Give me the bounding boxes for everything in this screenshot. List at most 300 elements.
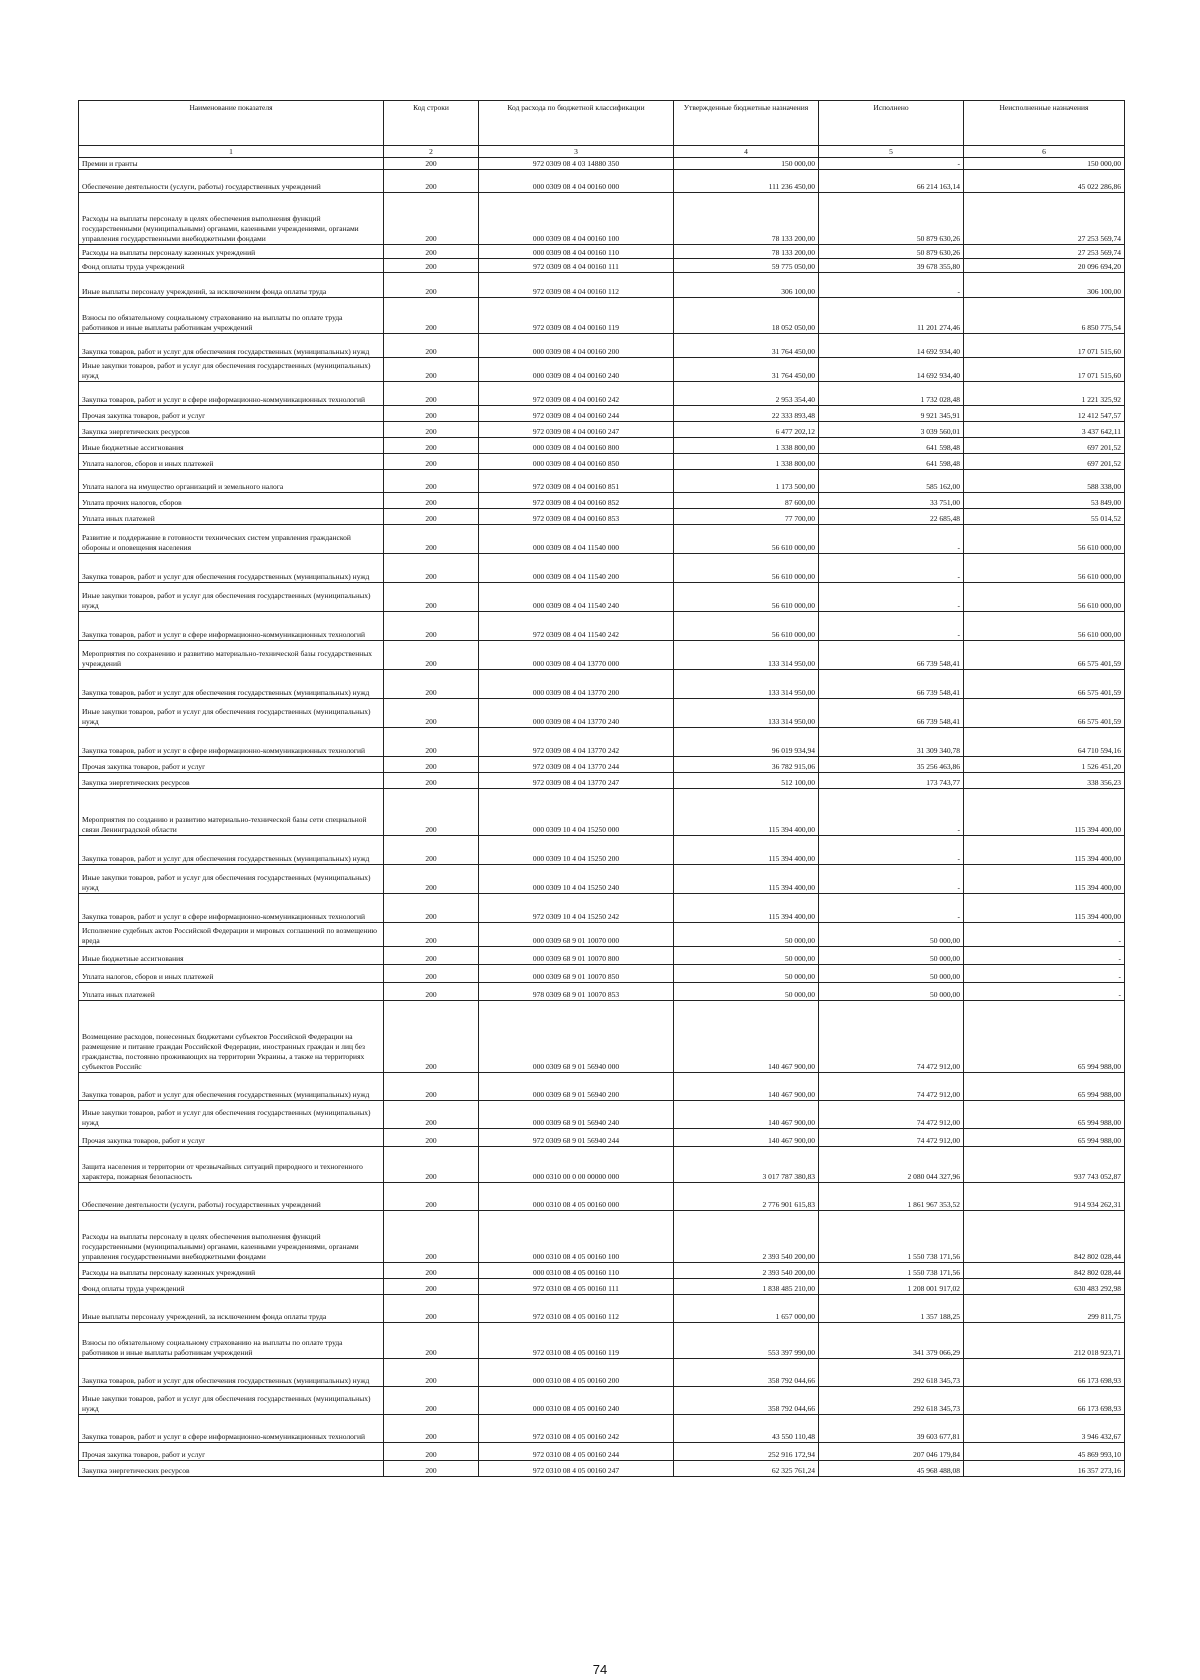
table-row — [79, 641, 1125, 670]
row-unexecuted-cell: 150 000,00 — [964, 158, 1125, 170]
table-row — [79, 158, 1125, 170]
row-name-cell: Расходы на выплаты персоналу в целях обеспечения выполнения функций государственными (муниципальными) органами, казенными учреждениями, органами управления государственными внебюджетными фондами — [79, 193, 384, 245]
row-unexecuted-cell: 299 811,75 — [964, 1295, 1125, 1323]
row-classification-code-cell: 000 0309 68 9 01 56940 240 — [479, 1101, 674, 1129]
row-line-code-cell: 200 — [384, 1295, 479, 1323]
row-executed-cell: 173 743,77 — [819, 773, 964, 789]
row-name-cell: Уплата налогов, сборов и иных платежей — [79, 965, 384, 983]
row-unexecuted-cell: 697 201,52 — [964, 438, 1125, 454]
row-executed-cell: 1 732 028,48 — [819, 382, 964, 406]
header-unexecuted: Неисполненные назначения — [964, 101, 1125, 146]
table-row — [79, 358, 1125, 382]
table-row — [79, 836, 1125, 865]
row-classification-code-cell: 000 0309 08 4 04 11540 240 — [479, 583, 674, 612]
row-approved-cell: 1 338 800,00 — [674, 454, 819, 470]
row-name-cell: Фонд оплаты труда учреждений — [79, 259, 384, 273]
row-name-cell: Закупка товаров, работ и услуг в сфере информационно-коммуникационных технологий — [79, 728, 384, 757]
row-name-cell: Расходы на выплаты персоналу казенных учреждений — [79, 245, 384, 259]
row-executed-cell: 74 472 912,00 — [819, 1101, 964, 1129]
row-line-code-cell: 200 — [384, 470, 479, 493]
row-name-cell: Иные закупки товаров, работ и услуг для обеспечения государственных (муниципальных) нужд — [79, 699, 384, 728]
table-row — [79, 583, 1125, 612]
row-classification-code-cell: 000 0309 68 9 01 56940 000 — [479, 1001, 674, 1073]
row-approved-cell: 2 776 901 615,83 — [674, 1183, 819, 1211]
table-row — [79, 865, 1125, 894]
row-name-cell: Прочая закупка товаров, работ и услуг — [79, 1129, 384, 1147]
table-row — [79, 757, 1125, 773]
row-classification-code-cell: 000 0309 10 4 04 15250 240 — [479, 865, 674, 894]
row-line-code-cell: 200 — [384, 259, 479, 273]
row-executed-cell: 50 879 630,26 — [819, 193, 964, 245]
row-classification-code-cell: 972 0309 08 4 04 13770 247 — [479, 773, 674, 789]
row-name-cell: Мероприятия по сохранению и развитию материально-технической базы государственных учреждений — [79, 641, 384, 670]
row-approved-cell: 150 000,00 — [674, 158, 819, 170]
row-name-cell: Уплата иных платежей — [79, 509, 384, 525]
row-name-cell: Иные закупки товаров, работ и услуг для обеспечения государственных (муниципальных) нужд — [79, 1387, 384, 1415]
row-classification-code-cell: 972 0309 08 4 04 13770 244 — [479, 757, 674, 773]
row-unexecuted-cell: 3 946 432,67 — [964, 1415, 1125, 1443]
row-unexecuted-cell: 937 743 052,87 — [964, 1147, 1125, 1183]
row-line-code-cell: 200 — [384, 1415, 479, 1443]
table-row — [79, 1101, 1125, 1129]
row-approved-cell: 2 953 354,40 — [674, 382, 819, 406]
row-executed-cell: 74 472 912,00 — [819, 1001, 964, 1073]
row-line-code-cell: 200 — [384, 358, 479, 382]
row-executed-cell: 74 472 912,00 — [819, 1073, 964, 1101]
column-number: 6 — [964, 146, 1125, 158]
column-number: 4 — [674, 146, 819, 158]
row-approved-cell: 87 600,00 — [674, 493, 819, 509]
table-row — [79, 670, 1125, 699]
row-name-cell: Взносы по обязательному социальному страхованию на выплаты по оплате труда работников и иные выплаты работникам учреждений — [79, 298, 384, 334]
row-line-code-cell: 200 — [384, 1183, 479, 1211]
row-unexecuted-cell: 1 526 451,20 — [964, 757, 1125, 773]
row-approved-cell: 115 394 400,00 — [674, 789, 819, 836]
row-name-cell: Обеспечение деятельности (услуги, работы) государственных учреждений — [79, 170, 384, 193]
row-name-cell: Уплата налога на имущество организаций и земельного налога — [79, 470, 384, 493]
row-executed-cell: 1 357 188,25 — [819, 1295, 964, 1323]
table-row — [79, 525, 1125, 554]
table-row — [79, 334, 1125, 358]
row-executed-cell: 45 968 488,08 — [819, 1461, 964, 1477]
row-name-cell: Закупка энергетических ресурсов — [79, 1461, 384, 1477]
row-unexecuted-cell: - — [964, 947, 1125, 965]
table-row — [79, 1129, 1125, 1147]
row-executed-cell: 39 603 677,81 — [819, 1415, 964, 1443]
row-unexecuted-cell: 56 610 000,00 — [964, 554, 1125, 583]
row-executed-cell: - — [819, 525, 964, 554]
table-row — [79, 1279, 1125, 1295]
table-row — [79, 454, 1125, 470]
row-executed-cell: 14 692 934,40 — [819, 334, 964, 358]
row-classification-code-cell: 000 0309 08 4 04 00160 000 — [479, 170, 674, 193]
row-unexecuted-cell: 45 022 286,86 — [964, 170, 1125, 193]
row-classification-code-cell: 000 0309 68 9 01 10070 000 — [479, 923, 674, 947]
row-executed-cell: 3 039 560,01 — [819, 422, 964, 438]
header-line-code: Код строки — [384, 101, 479, 146]
row-classification-code-cell: 000 0309 08 4 04 11540 200 — [479, 554, 674, 583]
table-row — [79, 193, 1125, 245]
row-unexecuted-cell: 842 802 028,44 — [964, 1263, 1125, 1279]
row-classification-code-cell: 000 0309 08 4 04 13770 000 — [479, 641, 674, 670]
row-unexecuted-cell: 115 394 400,00 — [964, 894, 1125, 923]
row-approved-cell: 43 550 110,48 — [674, 1415, 819, 1443]
row-classification-code-cell: 978 0309 68 9 01 10070 853 — [479, 983, 674, 1001]
row-line-code-cell: 200 — [384, 1279, 479, 1295]
row-classification-code-cell: 000 0309 68 9 01 10070 850 — [479, 965, 674, 983]
row-name-cell: Премии и гранты — [79, 158, 384, 170]
row-approved-cell: 56 610 000,00 — [674, 525, 819, 554]
row-unexecuted-cell: 6 850 775,54 — [964, 298, 1125, 334]
row-name-cell: Закупка товаров, работ и услуг для обеспечения государственных (муниципальных) нужд — [79, 836, 384, 865]
row-classification-code-cell: 972 0309 08 4 04 00160 247 — [479, 422, 674, 438]
row-unexecuted-cell: 56 610 000,00 — [964, 612, 1125, 641]
column-number: 1 — [79, 146, 384, 158]
budget-execution-table — [78, 100, 1125, 1477]
column-number-row — [79, 146, 1125, 158]
table-row — [79, 773, 1125, 789]
row-name-cell: Закупка товаров, работ и услуг в сфере информационно-коммуникационных технологий — [79, 382, 384, 406]
table-row — [79, 1183, 1125, 1211]
row-approved-cell: 306 100,00 — [674, 273, 819, 298]
row-name-cell: Закупка товаров, работ и услуг для обеспечения государственных (муниципальных) нужд — [79, 554, 384, 583]
row-unexecuted-cell: - — [964, 965, 1125, 983]
row-classification-code-cell: 000 0309 08 4 04 00160 100 — [479, 193, 674, 245]
row-unexecuted-cell: 45 869 993,10 — [964, 1443, 1125, 1461]
row-name-cell: Фонд оплаты труда учреждений — [79, 1279, 384, 1295]
row-name-cell: Закупка товаров, работ и услуг для обеспечения государственных (муниципальных) нужд — [79, 1359, 384, 1387]
table-row — [79, 1211, 1125, 1263]
row-executed-cell: - — [819, 865, 964, 894]
row-unexecuted-cell: 338 356,23 — [964, 773, 1125, 789]
row-line-code-cell: 200 — [384, 947, 479, 965]
row-line-code-cell: 200 — [384, 1073, 479, 1101]
row-name-cell: Закупка товаров, работ и услуг для обеспечения государственных (муниципальных) нужд — [79, 1073, 384, 1101]
table-row — [79, 1147, 1125, 1183]
row-line-code-cell: 200 — [384, 273, 479, 298]
row-name-cell: Прочая закупка товаров, работ и услуг — [79, 1443, 384, 1461]
row-classification-code-cell: 000 0309 68 9 01 56940 200 — [479, 1073, 674, 1101]
row-unexecuted-cell: 914 934 262,31 — [964, 1183, 1125, 1211]
row-name-cell: Закупка товаров, работ и услуг в сфере информационно-коммуникационных технологий — [79, 1415, 384, 1443]
row-classification-code-cell: 972 0310 08 4 05 00160 244 — [479, 1443, 674, 1461]
row-classification-code-cell: 972 0309 68 9 01 56940 244 — [479, 1129, 674, 1147]
row-line-code-cell: 200 — [384, 245, 479, 259]
row-name-cell: Иные закупки товаров, работ и услуг для обеспечения государственных (муниципальных) нужд — [79, 1101, 384, 1129]
row-executed-cell: - — [819, 583, 964, 612]
row-approved-cell: 111 236 450,00 — [674, 170, 819, 193]
row-approved-cell: 50 000,00 — [674, 923, 819, 947]
row-approved-cell: 140 467 900,00 — [674, 1101, 819, 1129]
table-header-row — [79, 101, 1125, 146]
row-classification-code-cell: 000 0309 08 4 04 00160 240 — [479, 358, 674, 382]
row-name-cell: Прочая закупка товаров, работ и услуг — [79, 406, 384, 422]
row-approved-cell: 252 916 172,94 — [674, 1443, 819, 1461]
row-approved-cell: 1 338 800,00 — [674, 438, 819, 454]
header-budget-classification-code: Код расхода по бюджетной классификации — [479, 101, 674, 146]
row-approved-cell: 31 764 450,00 — [674, 358, 819, 382]
row-approved-cell: 140 467 900,00 — [674, 1073, 819, 1101]
row-line-code-cell: 200 — [384, 894, 479, 923]
row-classification-code-cell: 972 0310 08 4 05 00160 119 — [479, 1323, 674, 1359]
row-classification-code-cell: 972 0310 08 4 05 00160 247 — [479, 1461, 674, 1477]
row-name-cell: Мероприятия по созданию и развитию материально-технической базы сети специальной связи Ленинградской области — [79, 789, 384, 836]
row-classification-code-cell: 972 0309 08 4 04 00160 242 — [479, 382, 674, 406]
row-executed-cell: 74 472 912,00 — [819, 1129, 964, 1147]
row-approved-cell: 133 314 950,00 — [674, 670, 819, 699]
row-classification-code-cell: 000 0309 68 9 01 10070 800 — [479, 947, 674, 965]
page-number: 74 — [592, 1662, 608, 1677]
header-executed: Исполнено — [819, 101, 964, 146]
row-executed-cell: 641 598,48 — [819, 438, 964, 454]
row-classification-code-cell: 000 0309 08 4 04 00160 850 — [479, 454, 674, 470]
row-classification-code-cell: 972 0309 08 4 04 00160 851 — [479, 470, 674, 493]
row-executed-cell: 292 618 345,73 — [819, 1387, 964, 1415]
row-classification-code-cell: 000 0309 08 4 04 13770 240 — [479, 699, 674, 728]
row-line-code-cell: 200 — [384, 699, 479, 728]
row-executed-cell: - — [819, 554, 964, 583]
table-row — [79, 789, 1125, 836]
row-name-cell: Иные бюджетные ассигнования — [79, 438, 384, 454]
row-unexecuted-cell: 306 100,00 — [964, 273, 1125, 298]
row-unexecuted-cell: 27 253 569,74 — [964, 245, 1125, 259]
row-line-code-cell: 200 — [384, 641, 479, 670]
row-classification-code-cell: 000 0310 08 4 05 00160 100 — [479, 1211, 674, 1263]
row-line-code-cell: 200 — [384, 983, 479, 1001]
row-approved-cell: 22 333 893,48 — [674, 406, 819, 422]
table-row — [79, 382, 1125, 406]
row-classification-code-cell: 000 0310 08 4 05 00160 000 — [479, 1183, 674, 1211]
row-approved-cell: 96 019 934,94 — [674, 728, 819, 757]
row-executed-cell: 22 685,48 — [819, 509, 964, 525]
row-name-cell: Иные выплаты персоналу учреждений, за исключением фонда оплаты труда — [79, 273, 384, 298]
row-approved-cell: 358 792 044,66 — [674, 1359, 819, 1387]
row-classification-code-cell: 000 0310 08 4 05 00160 110 — [479, 1263, 674, 1279]
row-unexecuted-cell: 115 394 400,00 — [964, 865, 1125, 894]
row-classification-code-cell: 000 0309 08 4 04 00160 110 — [479, 245, 674, 259]
row-executed-cell: 1 861 967 353,52 — [819, 1183, 964, 1211]
row-approved-cell: 56 610 000,00 — [674, 583, 819, 612]
row-approved-cell: 62 325 761,24 — [674, 1461, 819, 1477]
row-approved-cell: 56 610 000,00 — [674, 612, 819, 641]
row-executed-cell: 9 921 345,91 — [819, 406, 964, 422]
row-name-cell: Закупка энергетических ресурсов — [79, 422, 384, 438]
row-executed-cell: 1 208 001 917,02 — [819, 1279, 964, 1295]
row-classification-code-cell: 000 0309 08 4 04 00160 200 — [479, 334, 674, 358]
row-classification-code-cell: 972 0309 08 4 04 00160 244 — [479, 406, 674, 422]
row-classification-code-cell: 000 0310 00 0 00 00000 000 — [479, 1147, 674, 1183]
row-approved-cell: 2 393 540 200,00 — [674, 1263, 819, 1279]
row-approved-cell: 115 394 400,00 — [674, 836, 819, 865]
row-executed-cell: 292 618 345,73 — [819, 1359, 964, 1387]
row-line-code-cell: 200 — [384, 525, 479, 554]
row-line-code-cell: 200 — [384, 193, 479, 245]
row-line-code-cell: 200 — [384, 670, 479, 699]
row-name-cell: Закупка товаров, работ и услуг в сфере информационно-коммуникационных технологий — [79, 612, 384, 641]
row-approved-cell: 18 052 050,00 — [674, 298, 819, 334]
row-line-code-cell: 200 — [384, 406, 479, 422]
column-number: 5 — [819, 146, 964, 158]
row-executed-cell: 66 214 163,14 — [819, 170, 964, 193]
row-approved-cell: 77 700,00 — [674, 509, 819, 525]
table-row — [79, 259, 1125, 273]
row-line-code-cell: 200 — [384, 382, 479, 406]
row-classification-code-cell: 972 0309 08 4 04 11540 242 — [479, 612, 674, 641]
row-line-code-cell: 200 — [384, 334, 479, 358]
row-line-code-cell: 200 — [384, 965, 479, 983]
table-row — [79, 1359, 1125, 1387]
row-line-code-cell: 200 — [384, 170, 479, 193]
row-classification-code-cell: 000 0309 08 4 04 00160 800 — [479, 438, 674, 454]
row-line-code-cell: 200 — [384, 1211, 479, 1263]
row-name-cell: Иные закупки товаров, работ и услуг для обеспечения государственных (муниципальных) нужд — [79, 865, 384, 894]
row-approved-cell: 50 000,00 — [674, 983, 819, 1001]
row-unexecuted-cell: - — [964, 983, 1125, 1001]
row-name-cell: Расходы на выплаты персоналу казенных учреждений — [79, 1263, 384, 1279]
row-line-code-cell: 200 — [384, 438, 479, 454]
row-executed-cell: 11 201 274,46 — [819, 298, 964, 334]
table-row — [79, 1461, 1125, 1477]
row-line-code-cell: 200 — [384, 789, 479, 836]
row-name-cell: Исполнение судебных актов Российской Федерации и мировых соглашений по возмещению вреда — [79, 923, 384, 947]
row-classification-code-cell: 972 0309 08 4 04 00160 119 — [479, 298, 674, 334]
row-name-cell: Взносы по обязательному социальному страхованию на выплаты по оплате труда работников и иные выплаты работникам учреждений — [79, 1323, 384, 1359]
row-unexecuted-cell: 64 710 594,16 — [964, 728, 1125, 757]
row-unexecuted-cell: 66 575 401,59 — [964, 641, 1125, 670]
row-line-code-cell: 200 — [384, 1387, 479, 1415]
row-unexecuted-cell: 588 338,00 — [964, 470, 1125, 493]
row-line-code-cell: 200 — [384, 1359, 479, 1387]
row-approved-cell: 140 467 900,00 — [674, 1001, 819, 1073]
table-row — [79, 728, 1125, 757]
row-name-cell: Закупка товаров, работ и услуг для обеспечения государственных (муниципальных) нужд — [79, 334, 384, 358]
row-line-code-cell: 200 — [384, 757, 479, 773]
row-approved-cell: 31 764 450,00 — [674, 334, 819, 358]
row-name-cell: Уплата налогов, сборов и иных платежей — [79, 454, 384, 470]
row-unexecuted-cell: 65 994 988,00 — [964, 1001, 1125, 1073]
row-executed-cell: 341 379 066,29 — [819, 1323, 964, 1359]
row-unexecuted-cell: 66 173 698,93 — [964, 1387, 1125, 1415]
row-unexecuted-cell: 66 575 401,59 — [964, 699, 1125, 728]
row-approved-cell: 78 133 200,00 — [674, 193, 819, 245]
row-executed-cell: - — [819, 894, 964, 923]
row-executed-cell: - — [819, 789, 964, 836]
row-line-code-cell: 200 — [384, 1443, 479, 1461]
row-line-code-cell: 200 — [384, 1323, 479, 1359]
row-executed-cell: 31 309 340,78 — [819, 728, 964, 757]
row-executed-cell: 1 550 738 171,56 — [819, 1211, 964, 1263]
row-unexecuted-cell: 115 394 400,00 — [964, 789, 1125, 836]
row-unexecuted-cell: - — [964, 923, 1125, 947]
row-name-cell: Закупка товаров, работ и услуг в сфере информационно-коммуникационных технологий — [79, 894, 384, 923]
row-approved-cell: 512 100,00 — [674, 773, 819, 789]
table-row — [79, 965, 1125, 983]
row-executed-cell: 66 739 548,41 — [819, 641, 964, 670]
row-executed-cell: 50 879 630,26 — [819, 245, 964, 259]
row-unexecuted-cell: 65 994 988,00 — [964, 1101, 1125, 1129]
row-executed-cell: 50 000,00 — [819, 923, 964, 947]
table-row — [79, 170, 1125, 193]
row-unexecuted-cell: 66 575 401,59 — [964, 670, 1125, 699]
header-indicator-name: Наименование показателя — [79, 101, 384, 146]
row-approved-cell: 1 657 000,00 — [674, 1295, 819, 1323]
row-unexecuted-cell: 27 253 569,74 — [964, 193, 1125, 245]
row-line-code-cell: 200 — [384, 1129, 479, 1147]
header-approved-budget: Утвержденные бюджетные назначения — [674, 101, 819, 146]
row-executed-cell: 33 751,00 — [819, 493, 964, 509]
row-approved-cell: 56 610 000,00 — [674, 554, 819, 583]
row-line-code-cell: 200 — [384, 1001, 479, 1073]
table-row — [79, 438, 1125, 454]
row-approved-cell: 553 397 990,00 — [674, 1323, 819, 1359]
table-row — [79, 923, 1125, 947]
row-approved-cell: 59 775 050,00 — [674, 259, 819, 273]
row-unexecuted-cell: 20 096 694,20 — [964, 259, 1125, 273]
row-executed-cell: 66 739 548,41 — [819, 699, 964, 728]
table-row — [79, 1323, 1125, 1359]
row-name-cell: Уплата иных платежей — [79, 983, 384, 1001]
row-classification-code-cell: 000 0309 08 4 04 11540 000 — [479, 525, 674, 554]
row-unexecuted-cell: 65 994 988,00 — [964, 1129, 1125, 1147]
table-row — [79, 947, 1125, 965]
row-classification-code-cell: 972 0309 10 4 04 15250 242 — [479, 894, 674, 923]
row-line-code-cell: 200 — [384, 1461, 479, 1477]
row-executed-cell: 50 000,00 — [819, 947, 964, 965]
row-classification-code-cell: 972 0310 08 4 05 00160 111 — [479, 1279, 674, 1295]
row-name-cell: Возмещение расходов, понесенных бюджетами субъектов Российской Федерации на размещение и питание граждан Российской Федерации, иностранных граждан и лиц без гражданства, постоянно проживающих на территории Украины, а также на территориях субъектов Российс — [79, 1001, 384, 1073]
row-line-code-cell: 200 — [384, 865, 479, 894]
row-executed-cell: 35 256 463,86 — [819, 757, 964, 773]
row-name-cell: Развитие и поддержание в готовности технических систем управления гражданской обороны и оповещения населения — [79, 525, 384, 554]
column-number: 2 — [384, 146, 479, 158]
row-approved-cell: 50 000,00 — [674, 947, 819, 965]
row-executed-cell: - — [819, 612, 964, 641]
row-unexecuted-cell: 630 483 292,98 — [964, 1279, 1125, 1295]
row-name-cell: Закупка товаров, работ и услуг для обеспечения государственных (муниципальных) нужд — [79, 670, 384, 699]
row-approved-cell: 50 000,00 — [674, 965, 819, 983]
row-classification-code-cell: 000 0310 08 4 05 00160 200 — [479, 1359, 674, 1387]
table-row — [79, 298, 1125, 334]
row-name-cell: Иные закупки товаров, работ и услуг для обеспечения государственных (муниципальных) нужд — [79, 358, 384, 382]
row-executed-cell: - — [819, 158, 964, 170]
row-approved-cell: 2 393 540 200,00 — [674, 1211, 819, 1263]
row-approved-cell: 6 477 202,12 — [674, 422, 819, 438]
row-executed-cell: 2 080 044 327,96 — [819, 1147, 964, 1183]
row-executed-cell: 207 046 179,84 — [819, 1443, 964, 1461]
row-approved-cell: 115 394 400,00 — [674, 865, 819, 894]
row-unexecuted-cell: 1 221 325,92 — [964, 382, 1125, 406]
row-line-code-cell: 200 — [384, 836, 479, 865]
row-line-code-cell: 200 — [384, 583, 479, 612]
row-executed-cell: 14 692 934,40 — [819, 358, 964, 382]
table-row — [79, 1295, 1125, 1323]
row-line-code-cell: 200 — [384, 773, 479, 789]
row-approved-cell: 3 017 787 380,83 — [674, 1147, 819, 1183]
row-classification-code-cell: 000 0309 10 4 04 15250 000 — [479, 789, 674, 836]
row-executed-cell: 39 678 355,80 — [819, 259, 964, 273]
row-classification-code-cell: 000 0310 08 4 05 00160 240 — [479, 1387, 674, 1415]
row-classification-code-cell: 972 0309 08 4 04 00160 112 — [479, 273, 674, 298]
table-row — [79, 470, 1125, 493]
row-classification-code-cell: 972 0309 08 4 03 14880 350 — [479, 158, 674, 170]
row-classification-code-cell: 972 0309 08 4 04 13770 242 — [479, 728, 674, 757]
row-approved-cell: 1 173 500,00 — [674, 470, 819, 493]
row-classification-code-cell: 972 0309 08 4 04 00160 852 — [479, 493, 674, 509]
row-line-code-cell: 200 — [384, 612, 479, 641]
row-executed-cell: 66 739 548,41 — [819, 670, 964, 699]
row-executed-cell: - — [819, 273, 964, 298]
row-approved-cell: 115 394 400,00 — [674, 894, 819, 923]
